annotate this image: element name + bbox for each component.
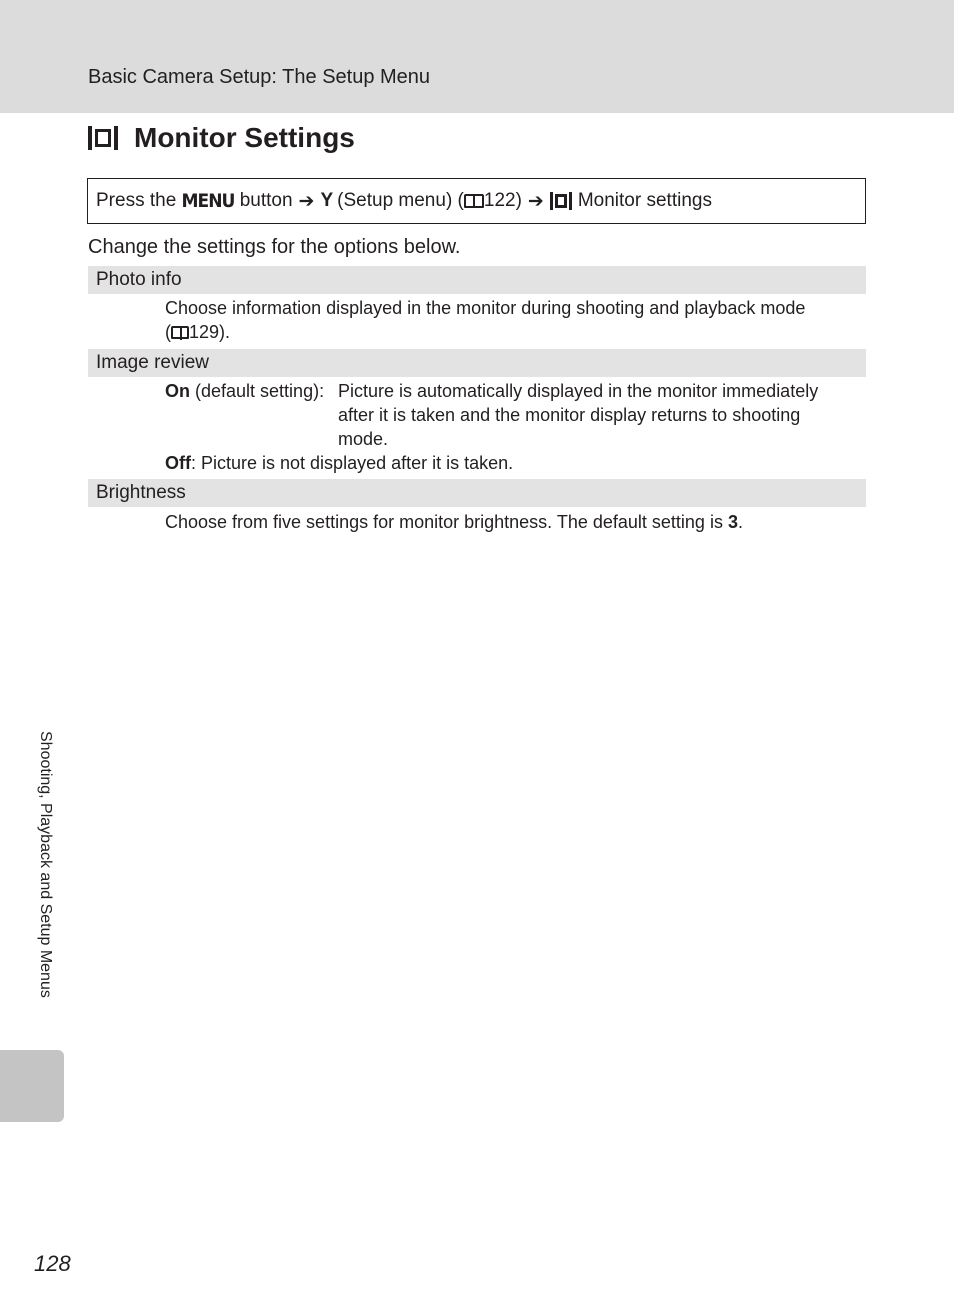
chapter-side-label: Shooting, Playback and Setup Menus: [37, 731, 54, 998]
on-desc-line3: mode.: [338, 429, 389, 449]
nav-monitor-settings: Monitor settings: [577, 190, 712, 211]
chapter-thumb-tab: [0, 1050, 64, 1122]
photo-info-description: [165, 296, 865, 344]
page-number: 128: [34, 1251, 71, 1276]
on-term: On: [165, 381, 190, 401]
page-title: [88, 122, 355, 154]
monitor-settings-icon: [88, 126, 118, 150]
nav-setup-menu: (Setup menu) (: [337, 190, 464, 211]
section-heading-brightness: Brightness: [88, 479, 866, 507]
book-reference-icon: [171, 326, 189, 339]
book-reference-icon: [464, 194, 484, 208]
image-review-off: [165, 451, 513, 475]
section-heading-photo-info: Photo info: [88, 266, 866, 294]
nav-setup-ref: 122): [483, 190, 522, 211]
header-band: [0, 0, 954, 113]
section-heading-image-review: Image review: [88, 349, 866, 377]
photo-info-ref: ( 129).: [165, 322, 231, 342]
on-desc-line2: after it is taken and the monitor display returns to shooting: [338, 405, 801, 425]
brightness-default-value: 3: [727, 512, 738, 532]
off-description: : Picture is not displayed after it is taken.: [191, 453, 514, 473]
wrench-icon: Y: [320, 190, 334, 211]
monitor-settings-icon: [550, 192, 572, 210]
off-term: Off: [165, 453, 191, 473]
photo-info-line1: Choose information displayed in the monitor during shooting and playback mode: [165, 298, 806, 318]
on-default-label: (default setting):: [190, 381, 325, 401]
page-title-text: Monitor Settings: [134, 122, 355, 153]
brightness-description: Choose from five settings for monitor brightness. The default setting is 3.: [165, 512, 743, 532]
image-review-on-label: [165, 379, 324, 403]
arrow-right-icon: ➔: [527, 190, 544, 212]
menu-button-icon: MENU: [181, 190, 235, 212]
nav-button-word: button: [239, 190, 293, 211]
image-review-on-description: [338, 379, 866, 451]
arrow-right-icon: ➔: [298, 190, 315, 212]
intro-text: Change the settings for the options below.: [88, 236, 461, 258]
on-desc-line1: Picture is automatically displayed in the monitor immediately: [338, 381, 819, 401]
running-header: Basic Camera Setup: The Setup Menu: [88, 66, 431, 88]
nav-press-text: Press the: [96, 190, 177, 211]
navigation-path-box: [87, 178, 866, 224]
